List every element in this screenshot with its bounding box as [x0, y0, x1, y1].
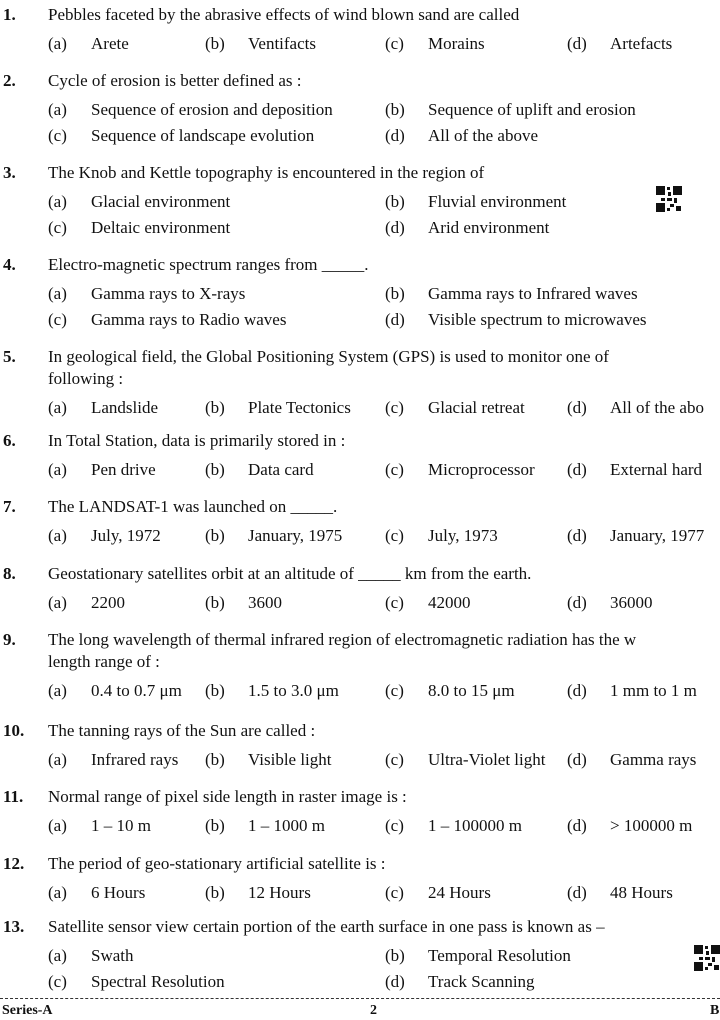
- option-text: 1.5 to 3.0 μm: [248, 681, 339, 700]
- footer-series: Series-A: [2, 1003, 53, 1018]
- question-number: 8.: [3, 564, 16, 583]
- question-9: [0, 631, 720, 727]
- question-5: [0, 348, 720, 444]
- option-label: (b): [205, 593, 225, 612]
- option-text: Gamma rays to Infrared waves: [428, 284, 638, 303]
- question-text: Normal range of pixel side length in raster image is :: [48, 787, 407, 806]
- option-text: January, 1977: [610, 526, 705, 545]
- option-label: (c): [385, 460, 404, 479]
- option-label: (a): [48, 100, 67, 119]
- option-text: 1 – 10 m: [91, 816, 151, 835]
- option-text: Plate Tectonics: [248, 398, 351, 417]
- question-7: [0, 498, 720, 572]
- question-text: In Total Station, data is primarily stored in :: [48, 431, 346, 450]
- question-4: [0, 256, 720, 330]
- question-text: length range of :: [48, 652, 160, 671]
- option-label: (d): [567, 398, 587, 417]
- option-label: (c): [385, 681, 404, 700]
- option-text: Morains: [428, 34, 485, 53]
- qr-code-icon: [694, 945, 720, 971]
- question-text: The tanning rays of the Sun are called :: [48, 721, 316, 740]
- option-text: Data card: [248, 460, 314, 479]
- option-text: 2200: [91, 593, 125, 612]
- option-text: All of the above: [428, 126, 538, 145]
- option-label: (b): [205, 34, 225, 53]
- option-label: (c): [385, 883, 404, 902]
- option-text: Microprocessor: [428, 460, 535, 479]
- option-label: (c): [385, 34, 404, 53]
- option-text: 1 – 100000 m: [428, 816, 522, 835]
- question-number: 7.: [3, 497, 16, 516]
- question-3: [0, 164, 720, 238]
- option-text: > 100000 m: [610, 816, 693, 835]
- question-1: [0, 6, 720, 80]
- option-text: July, 1972: [91, 526, 161, 545]
- question-11: [0, 788, 720, 862]
- question-text: Electro-magnetic spectrum ranges from _____.: [48, 255, 369, 274]
- option-text: 8.0 to 15 μm: [428, 681, 515, 700]
- question-number: 13.: [3, 917, 25, 936]
- option-label: (a): [48, 681, 67, 700]
- option-label: (a): [48, 284, 67, 303]
- option-text: Visible light: [248, 750, 332, 769]
- option-text: 3600: [248, 593, 282, 612]
- option-text: All of the abo: [610, 398, 704, 417]
- option-text: Infrared rays: [91, 750, 179, 769]
- question-number: 1.: [3, 5, 16, 24]
- option-label: (a): [48, 192, 67, 211]
- option-text: 12 Hours: [248, 883, 311, 902]
- option-label: (a): [48, 750, 67, 769]
- option-text: Sequence of erosion and deposition: [91, 100, 333, 119]
- question-text: Satellite sensor view certain portion of the earth surface in one pass is known as –: [48, 917, 605, 936]
- question-10: [0, 722, 720, 796]
- option-text: Swath: [91, 946, 134, 965]
- option-text: Deltaic environment: [91, 218, 231, 237]
- option-label: (a): [48, 526, 67, 545]
- option-text: 1 – 1000 m: [248, 816, 325, 835]
- question-text: The Knob and Kettle topography is encountered in the region of: [48, 163, 485, 182]
- question-number: 5.: [3, 347, 16, 366]
- question-text: The long wavelength of thermal infrared region of electromagnetic radiation has the w: [48, 630, 637, 649]
- question-2: [0, 72, 720, 146]
- question-number: 4.: [3, 255, 16, 274]
- option-label: (b): [385, 192, 405, 211]
- option-text: Glacial environment: [91, 192, 231, 211]
- option-label: (a): [48, 883, 67, 902]
- option-label: (a): [48, 460, 67, 479]
- question-number: 11.: [3, 787, 24, 806]
- option-text: 42000: [428, 593, 471, 612]
- option-label: (d): [567, 34, 587, 53]
- option-label: (b): [205, 526, 225, 545]
- option-text: Track Scanning: [428, 972, 535, 991]
- option-label: (c): [48, 126, 67, 145]
- option-label: (c): [385, 398, 404, 417]
- option-label: (a): [48, 816, 67, 835]
- option-label: (c): [48, 972, 67, 991]
- option-text: Sequence of landscape evolution: [91, 126, 315, 145]
- option-label: (d): [385, 972, 405, 991]
- question-number: 9.: [3, 630, 16, 649]
- option-text: January, 1975: [248, 526, 343, 545]
- question-text: Cycle of erosion is better defined as :: [48, 71, 302, 90]
- option-text: Spectral Resolution: [91, 972, 225, 991]
- option-label: (c): [385, 750, 404, 769]
- option-text: Ultra-Violet light: [428, 750, 546, 769]
- option-label: (b): [205, 750, 225, 769]
- option-text: Gamma rays to Radio waves: [91, 310, 287, 329]
- footer-rule: [0, 998, 720, 999]
- option-text: Glacial retreat: [428, 398, 525, 417]
- option-text: Artefacts: [610, 34, 673, 53]
- option-label: (b): [205, 816, 225, 835]
- option-label: (d): [567, 526, 587, 545]
- question-13: [0, 918, 720, 992]
- qr-code-icon: [656, 186, 682, 212]
- option-label: (d): [567, 460, 587, 479]
- option-label: (b): [385, 946, 405, 965]
- option-label: (d): [567, 883, 587, 902]
- footer-booklet-code: B: [710, 1003, 720, 1018]
- option-label: (d): [385, 126, 405, 145]
- option-label: (d): [385, 218, 405, 237]
- option-text: Visible spectrum to microwaves: [428, 310, 647, 329]
- option-label: (c): [48, 310, 67, 329]
- option-label: (c): [385, 526, 404, 545]
- option-label: (d): [567, 681, 587, 700]
- question-number: 3.: [3, 163, 16, 182]
- option-label: (d): [567, 816, 587, 835]
- question-number: 12.: [3, 854, 25, 873]
- question-text: following :: [48, 369, 124, 388]
- option-text: 36000: [610, 593, 653, 612]
- option-text: Gamma rays: [610, 750, 697, 769]
- question-text: Pebbles faceted by the abrasive effects of wind blown sand are called: [48, 5, 520, 24]
- option-label: (b): [205, 398, 225, 417]
- footer-page-number: 2: [370, 1003, 377, 1018]
- option-text: July, 1973: [428, 526, 498, 545]
- option-label: (b): [205, 681, 225, 700]
- option-text: Sequence of uplift and erosion: [428, 100, 636, 119]
- question-text: In geological field, the Global Positioning System (GPS) is used to monitor one of: [48, 347, 609, 366]
- option-label: (d): [385, 310, 405, 329]
- question-number: 6.: [3, 431, 16, 450]
- question-number: 2.: [3, 71, 16, 90]
- option-label: (d): [567, 593, 587, 612]
- option-label: (b): [385, 284, 405, 303]
- option-label: (b): [205, 460, 225, 479]
- question-number: 10.: [3, 721, 25, 740]
- question-6: [0, 432, 720, 506]
- option-text: 0.4 to 0.7 μm: [91, 681, 182, 700]
- option-label: (a): [48, 34, 67, 53]
- option-label: (c): [385, 816, 404, 835]
- option-text: Gamma rays to X-rays: [91, 284, 246, 303]
- option-text: 48 Hours: [610, 883, 673, 902]
- option-label: (b): [205, 883, 225, 902]
- question-8: [0, 565, 720, 639]
- question-text: The LANDSAT-1 was launched on _____.: [48, 497, 338, 516]
- option-label: (a): [48, 398, 67, 417]
- option-text: 24 Hours: [428, 883, 491, 902]
- option-label: (c): [385, 593, 404, 612]
- question-text: Geostationary satellites orbit at an altitude of _____ km from the earth.: [48, 564, 532, 583]
- option-label: (d): [567, 750, 587, 769]
- option-text: 1 mm to 1 m: [610, 681, 697, 700]
- option-text: Arid environment: [428, 218, 550, 237]
- option-text: Fluvial environment: [428, 192, 567, 211]
- option-text: Arete: [91, 34, 129, 53]
- option-text: Landslide: [91, 398, 159, 417]
- option-label: (c): [48, 218, 67, 237]
- option-text: Pen drive: [91, 460, 156, 479]
- option-label: (a): [48, 593, 67, 612]
- option-text: 6 Hours: [91, 883, 146, 902]
- option-text: External hard: [610, 460, 703, 479]
- option-label: (a): [48, 946, 67, 965]
- option-label: (b): [385, 100, 405, 119]
- option-text: Ventifacts: [248, 34, 316, 53]
- question-text: The period of geo-stationary artificial satellite is :: [48, 854, 386, 873]
- option-text: Temporal Resolution: [428, 946, 571, 965]
